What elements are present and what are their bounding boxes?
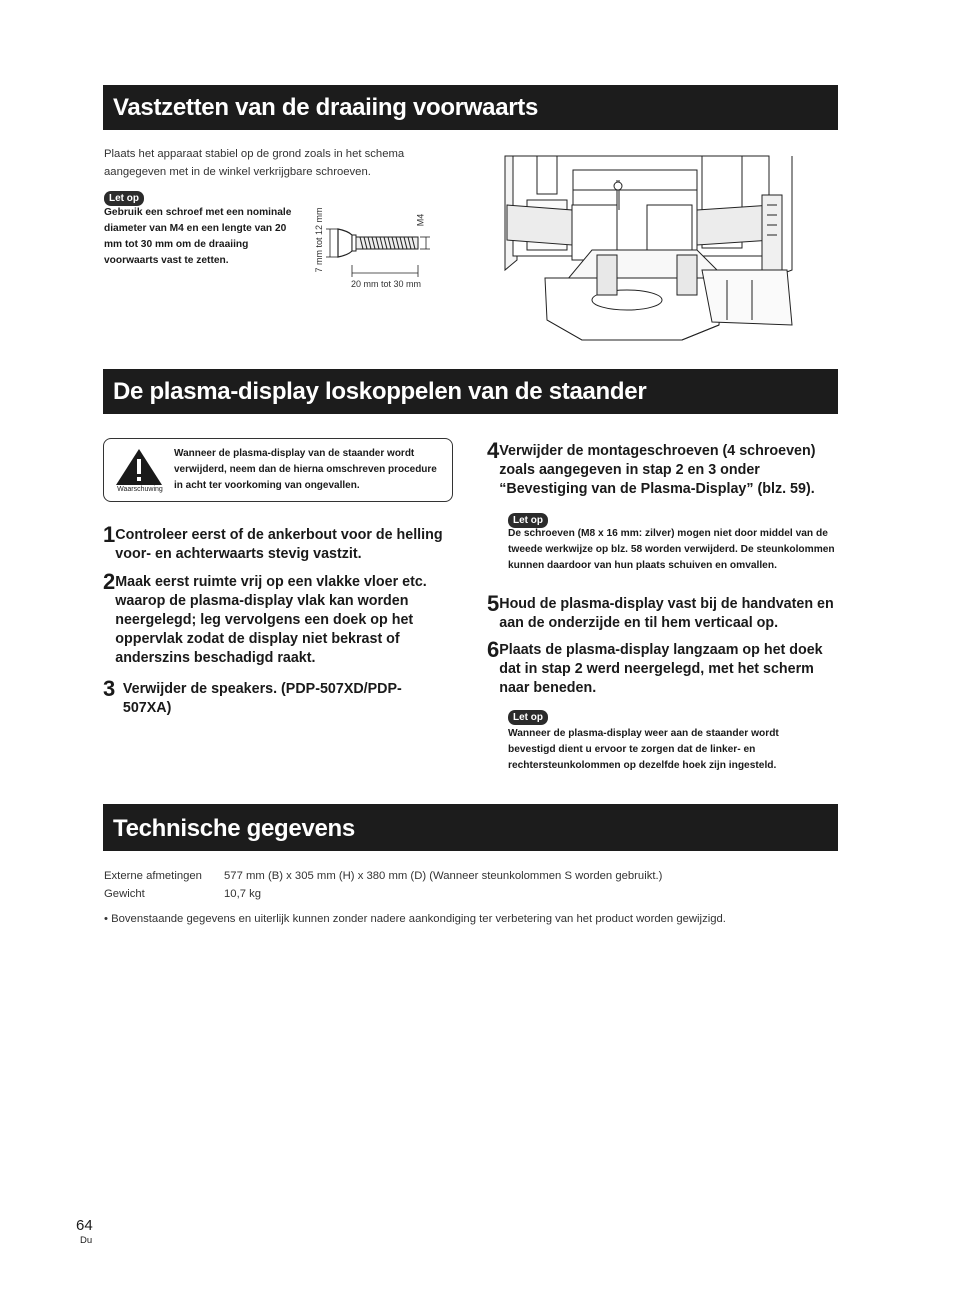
step-number: 3 <box>103 676 116 701</box>
section-title-specs: Technische gegevens <box>103 804 838 851</box>
note-tag <box>104 188 144 206</box>
warning-triangle-icon <box>114 447 164 487</box>
spec-value: 577 mm (B) x 305 mm (H) x 380 mm (D) (Wanneer steunkolommen S worden gebruikt.) <box>224 870 663 882</box>
specs-footnote: • Bovenstaande gegevens en uiterlijk kunnen zonder nadere aankondiging ter verbetering van het product worden gewijzigd. <box>104 913 726 925</box>
note-tag-label: Let op <box>508 513 548 528</box>
language-code: Du <box>80 1235 93 1246</box>
section-title-detach-stand: De plasma-display loskoppelen van de staander <box>103 369 838 414</box>
step-5 <box>487 591 837 633</box>
step-6-note: Wanneer de plasma-display weer aan de staander wordt bevestigd dient u ervoor te zorgen dat de linker- en rechtersteunkolommen op dezelfde hoek zijn ingesteld. <box>508 728 779 771</box>
screw-note: Gebruik een schroef met een nominale diameter van M4 en een lengte van 20 mm tot 30 mm om de draaiing voorwaarts vast te zetten. <box>104 207 292 266</box>
step-number: 5 <box>487 591 500 616</box>
step-2 <box>103 569 453 668</box>
spec-label: Gewicht <box>104 888 145 900</box>
screw-diagram <box>308 195 448 295</box>
step-text: Maak eerst ruimte vrij op een vlakke vloer etc. waarop de plasma-display vlak kan worden neergelegd; leg vervolgens een doek op het oppervlak zodat de display niet bekrast of anderszins beschadigd raakt. <box>115 574 427 666</box>
warning-box <box>103 438 453 502</box>
step-text: Verwijder de montageschroeven (4 schroeven) zoals aangegeven in stap 2 en 3 onder “Bevestiging van de Plasma-Display” (blz. 59). <box>499 443 816 497</box>
intro-text: Plaats het apparaat stabiel op de grond zoals in het schema aangegeven met in de winkel verkrijgbare schroeven. <box>104 148 405 178</box>
page-number: 64 <box>76 1217 93 1234</box>
step-text: Houd de plasma-display vast bij de handvaten en aan de onderzijde en til hem verticaal op. <box>499 596 834 631</box>
step-3 <box>103 676 433 718</box>
step-number: 1 <box>103 522 116 547</box>
step-number: 2 <box>103 569 116 594</box>
step-6 <box>487 637 837 698</box>
step-1 <box>103 522 453 564</box>
spec-label: Externe afmetingen <box>104 870 202 882</box>
screw-head-height-label: 7 mm tot 12 mm <box>314 207 324 273</box>
warning-text: Wanneer de plasma-display van de staander wordt verwijderd, neem dan de hierna omschreven procedure in acht ter voorkoming van ongevallen. <box>174 448 437 491</box>
stand-illustration <box>497 150 799 345</box>
note-tag-label: Let op <box>508 710 548 725</box>
step-number: 6 <box>487 637 500 662</box>
step-text: Plaats de plasma-display langzaam op het doek dat in stap 2 werd neergelegd, met het scherm naar beneden. <box>499 642 823 696</box>
step-text: Verwijder de speakers. (PDP-507XD/PDP-507XA) <box>122 681 402 716</box>
screw-diameter-label: M4 <box>415 213 426 227</box>
spec-value: 10,7 kg <box>224 888 262 900</box>
warning-label: Waarschuwing <box>117 486 163 493</box>
screw-length-label: 20 mm tot 30 mm <box>350 279 422 289</box>
note-tag <box>508 707 548 725</box>
display-stand-drawing <box>497 150 799 345</box>
section-title-forward-tilt: Vastzetten van de draaiing voorwaarts <box>103 85 838 130</box>
step-text: Controleer eerst of de ankerbout voor de helling voor- en achterwaarts stevig vastzit. <box>115 527 443 562</box>
step-4 <box>487 438 837 499</box>
step-4-note: De schroeven (M8 x 16 mm: zilver) mogen niet door middel van de tweede werkwijze op blz. 58 worden verwijderd. De steunkolommen kunnen daardoor van hun plaats schuiven en omvallen. <box>508 528 835 571</box>
step-number: 4 <box>487 438 500 463</box>
note-tag-label: Let op <box>104 191 144 206</box>
